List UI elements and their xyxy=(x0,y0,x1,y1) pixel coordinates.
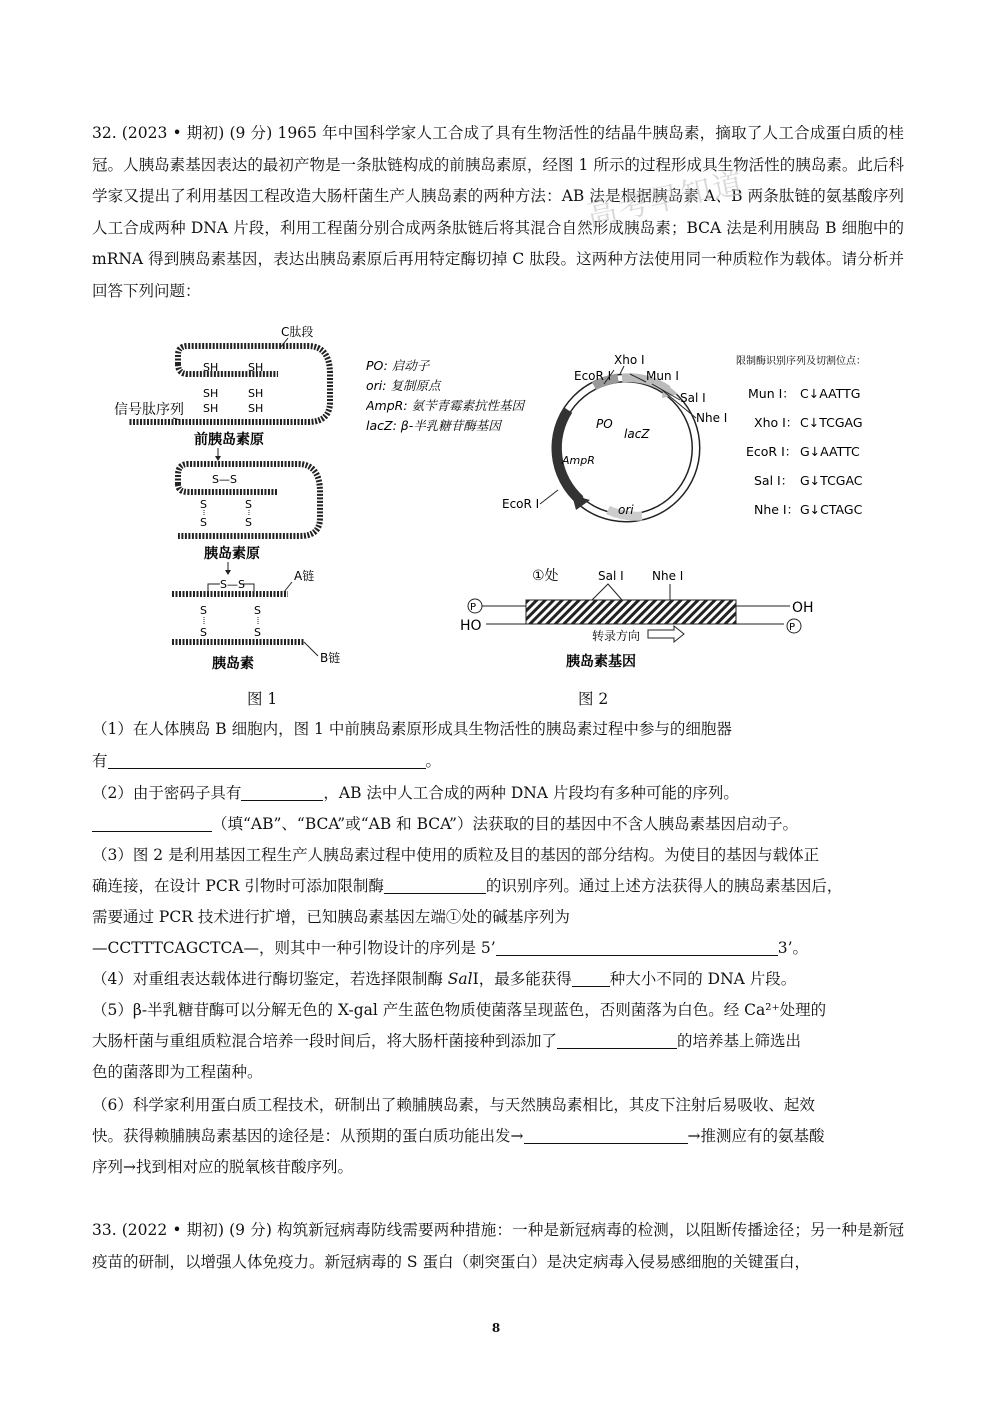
answer-blank-q2a[interactable] xyxy=(241,782,323,801)
svg-text:S: S xyxy=(200,498,207,511)
svg-text:SH: SH xyxy=(248,402,264,415)
svg-text:S: S xyxy=(245,516,252,529)
q5-line-a: （5）β-半乳糖苷酶可以分解无色的 X-gal 产生蓝色物质使菌落呈现蓝色，否则菌落为白色。经 Ca²⁺处理的 xyxy=(92,1001,827,1019)
signal-peptide-label: 信号肽序列 xyxy=(114,402,184,418)
q3-line-a: （3）图 2 是利用基因工程生产人胰岛素过程中使用的质粒及目的基因的部分结构。为使目的基因与载体正 xyxy=(92,846,820,864)
svg-text:①处: ①处 xyxy=(532,568,559,584)
figure-2-caption: 图 2 xyxy=(578,690,609,708)
svg-text:SH: SH xyxy=(203,402,219,415)
b-chain-label: B链 xyxy=(320,651,341,665)
proinsulin-label: 胰岛素原 xyxy=(204,546,260,562)
q6-line-c: 序列→找到相对应的脱氧核苷酸序列。 xyxy=(92,1158,353,1176)
plasmid-diagram xyxy=(496,350,740,530)
svg-text:S—S: S—S xyxy=(220,578,245,591)
figure-1-caption: 图 1 xyxy=(247,690,278,708)
q1-line-a: （1）在人体胰岛 B 细胞内，图 1 中前胰岛素原形成具生物活性的胰岛素过程中参与的细胞器 xyxy=(92,720,732,738)
answer-blank-q3b[interactable] xyxy=(496,937,778,956)
svg-text:OH: OH xyxy=(792,600,814,616)
svg-text:S: S xyxy=(200,516,207,529)
svg-text:S: S xyxy=(200,604,207,617)
svg-text:S—S: S—S xyxy=(212,473,237,486)
preproinsulin-label: 前胰岛素原 xyxy=(194,432,264,448)
enzyme-name: Mun I： xyxy=(748,386,795,401)
answer-blank-q4[interactable] xyxy=(572,968,610,987)
enzyme-sequence: C↓TCGAG xyxy=(800,415,863,430)
c-peptide-label: C肽段 xyxy=(281,325,314,339)
gene-block xyxy=(526,600,736,624)
q5-line-b: 大肠杆菌与重组质粒混合培养一段时间后，将大肠杆菌接种到添加了 的培养基上筛选出 xyxy=(92,1032,802,1050)
q2-line-a: （2）由于密码子具有 ，AB 法中人工合成的两种 DNA 片段均有多种可能的序列。 xyxy=(92,784,739,802)
svg-text:Xho I: Xho I xyxy=(614,353,645,367)
svg-text:P: P xyxy=(789,622,796,633)
gene-label: 胰岛素基因 xyxy=(566,654,636,670)
svg-text:Mun I: Mun I xyxy=(646,369,679,383)
svg-text:SH: SH xyxy=(203,387,219,400)
svg-text:ori: 复制原点: ori: 复制原点 xyxy=(366,378,441,393)
enzyme-table xyxy=(736,352,906,527)
svg-text:限制酶识别序列及切割位点：: 限制酶识别序列及切割位点： xyxy=(736,356,866,367)
direction-label: 转录方向 xyxy=(592,629,641,643)
enzyme-name: Nhe I： xyxy=(754,502,800,517)
gene-diagram xyxy=(456,560,826,672)
q3-line-c: 需要通过 PCR 技术进行扩增，已知胰岛素基因左端①处的碱基序列为 xyxy=(92,908,570,926)
enzyme-sequence: C↓AATTG xyxy=(800,386,861,401)
svg-text:SH: SH xyxy=(203,361,219,374)
watermark: 高考早知道 xyxy=(583,165,748,234)
enzyme-sequence: G↓CTAGC xyxy=(800,502,863,517)
q4-line: （4）对重组表达载体进行酶切鉴定，若选择限制酶 SalⅠ，最多能获得 种大小不同的 DNA 片段。 xyxy=(92,970,797,988)
q3-line-b: 确连接，在设计 PCR 引物时可添加限制酶 的识别序列。通过上述方法获得人的胰岛素基因后， xyxy=(92,877,843,895)
svg-text:EcoR I: EcoR I xyxy=(574,369,612,383)
q3-line-d: —CCTTTCAGCTCA—，则其中一种引物设计的序列是 5’ 3’。 xyxy=(92,939,809,957)
svg-text:lacZ: β-半乳糖苷酶基因: lacZ: β-半乳糖苷酶基因 xyxy=(366,418,501,433)
page-number: 8 xyxy=(491,1321,501,1335)
svg-text:EcoR I: EcoR I xyxy=(502,497,540,511)
enzyme-sequence: G↓TCGAC xyxy=(800,473,863,488)
svg-text:SH: SH xyxy=(248,387,264,400)
answer-blank-q3a[interactable] xyxy=(384,875,486,894)
svg-text:ori: ori xyxy=(618,503,634,517)
svg-text:AmpR: 氨苄青霉素抗性基因: AmpR: 氨苄青霉素抗性基因 xyxy=(366,398,525,413)
svg-text:Sal I: Sal I xyxy=(680,391,706,405)
svg-text:PO: 启动子: PO: 启动子 xyxy=(366,358,430,373)
enzyme-name: EcoR I： xyxy=(746,444,798,459)
answer-blank-q6[interactable] xyxy=(524,1125,688,1144)
q1-line-b: 有 。 xyxy=(92,752,442,770)
answer-blank-q2b[interactable] xyxy=(92,813,212,832)
enzyme-name: Sal I： xyxy=(754,473,794,488)
figure-1 xyxy=(108,322,358,680)
answer-blank-q5[interactable] xyxy=(557,1030,677,1049)
svg-text:S: S xyxy=(245,498,252,511)
svg-text:lacZ: lacZ xyxy=(624,427,650,441)
a-chain-label: A链 xyxy=(294,569,315,583)
q32-intro: 32. (2023 • 期初) (9 分) 1965 年中国科学家人工合成了具有生物活性的结晶牛胰岛素，摘取了人工合成蛋白质的桂冠。人胰岛素基因表达的最初产物是一条肽链构成的前胰岛素原，经图 1 所示的过程形成具生物活性的胰岛素。此后科学家又提出了利用基因工程改造大肠杆菌生产人胰岛素的两种方法：AB 法是根据胰岛素 A、B 两条肽链的氨基酸序列人工合成两种 DNA 片段，利用工程菌分别合成两条肽链后将其混合自然形成胰岛素；BCA 法是利用胰岛 B 细胞中的 mRNA 得到胰岛素基因，表达出胰岛素原后再用特定酶切掉 C 肽段。这两种方法使用同一种质粒作为载体。请分析并回答下列问题： xyxy=(92,124,904,300)
svg-text:PO: PO xyxy=(596,417,613,431)
svg-text:S: S xyxy=(254,604,261,617)
q33-text: 33. (2022 • 期初) (9 分) 构筑新冠病毒防线需要两种措施：一种是新冠病毒的检测，以阻断传播途径；另一种是新冠疫苗的研制，以增强人体免疫力。新冠病毒的 S 蛋白（刺突蛋白）是决定病毒入侵易感细胞的关键蛋白， xyxy=(92,1221,904,1271)
q6-line-b: 快。获得赖脯胰岛素基因的途径是：从预期的蛋白质功能出发→ →推测应有的氨基酸 xyxy=(92,1127,825,1145)
enzyme-sequence: G↓AATTC xyxy=(800,444,860,459)
svg-text:S: S xyxy=(254,626,261,639)
enzyme-name: Xho I： xyxy=(754,415,799,430)
svg-text:AmpR: AmpR xyxy=(562,454,595,467)
svg-text:Nhe I: Nhe I xyxy=(652,569,684,583)
q2-line-b: （填“AB”、“BCA”或“AB 和 BCA”）法获取的目的基因中不含人胰岛素基因启动子。 xyxy=(92,809,798,840)
svg-text:HO: HO xyxy=(460,618,482,634)
svg-text:SH: SH xyxy=(248,361,264,374)
answer-blank-q1[interactable] xyxy=(108,750,426,769)
svg-text:Sal I: Sal I xyxy=(598,569,624,583)
svg-text:P: P xyxy=(470,602,477,613)
q5-line-c: 色的菌落即为工程菌种。 xyxy=(92,1063,263,1081)
svg-text:Nhe I: Nhe I xyxy=(696,411,728,425)
svg-text:S: S xyxy=(200,626,207,639)
insulin-label: 胰岛素 xyxy=(212,656,254,672)
q6-line-a: （6）科学家利用蛋白质工程技术，研制出了赖脯胰岛素，与天然胰岛素相比，其皮下注射后易吸收、起效 xyxy=(92,1096,815,1114)
